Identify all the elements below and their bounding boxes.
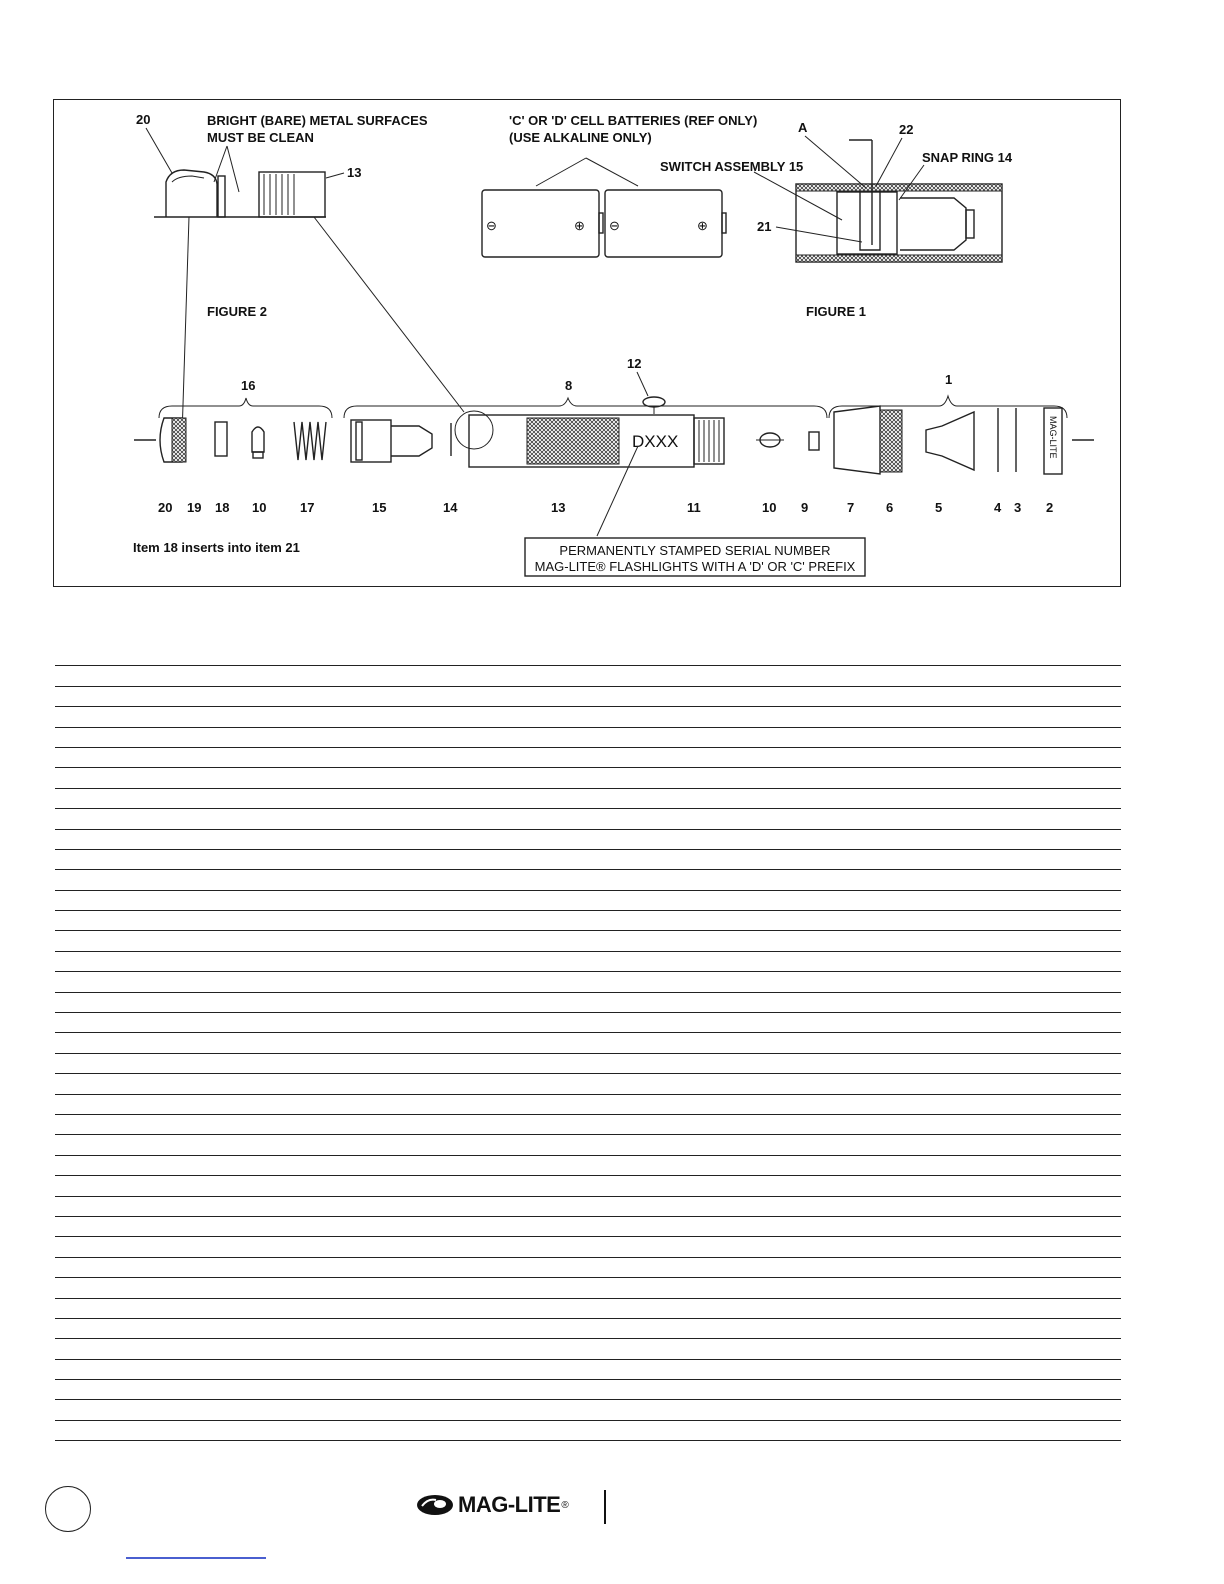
ruled-line [55, 1197, 1121, 1217]
ruled-line [55, 1135, 1121, 1155]
ruled-line [55, 809, 1121, 829]
ruled-line [55, 952, 1121, 972]
insert-note: Item 18 inserts into item 21 [133, 540, 300, 555]
batteries-label-line1: 'C' OR 'D' CELL BATTERIES (REF ONLY) [509, 113, 758, 128]
ruled-line [55, 1339, 1121, 1359]
registered-mark: ® [561, 1499, 569, 1511]
bright-metal-label-line2: MUST BE CLEAN [207, 130, 314, 145]
callout-group-16: 16 [241, 378, 256, 393]
ruled-line [55, 1054, 1121, 1074]
exploded-parts-diagram [54, 100, 1122, 588]
ruled-line [55, 768, 1121, 788]
footer-divider [604, 1490, 606, 1524]
ruled-line [55, 972, 1121, 992]
notes-ruled-lines [55, 646, 1121, 1441]
callout-group-8: 8 [565, 378, 573, 393]
ruled-line [55, 666, 1121, 686]
ruled-line [55, 931, 1121, 951]
figure-2-caption: FIGURE 2 [207, 304, 267, 319]
bright-metal-label-line1: BRIGHT (BARE) METAL SURFACES [207, 113, 428, 128]
ruled-line [55, 1237, 1121, 1257]
point-a-label: A [798, 120, 808, 135]
lens-brand-text: MAG-LITE [1048, 416, 1058, 459]
ruled-line [55, 1421, 1121, 1441]
item-number: 9 [801, 500, 809, 515]
battery2-plus-icon: ⊕ [697, 218, 708, 233]
ruled-line [55, 1074, 1121, 1094]
item-number: 5 [935, 500, 943, 515]
figure-1-caption: FIGURE 1 [806, 304, 866, 319]
item-number: 7 [847, 500, 855, 515]
item-number: 4 [994, 500, 1002, 515]
figure-1-detail [660, 120, 1013, 319]
snap-ring-label: SNAP RING 14 [922, 150, 1013, 165]
callout-12: 12 [627, 356, 642, 371]
ruled-line [55, 1013, 1121, 1033]
ruled-line [55, 1319, 1121, 1339]
ruled-line [55, 1258, 1121, 1278]
ruled-line [55, 891, 1121, 911]
item-number: 10 [762, 500, 777, 515]
page-number-circle [45, 1486, 91, 1532]
ruled-line [55, 1176, 1121, 1196]
ruled-line [55, 1095, 1121, 1115]
ruled-line [55, 646, 1121, 666]
item-number: 11 [687, 500, 701, 515]
callout-group-1: 1 [945, 372, 953, 387]
item-number: 20 [158, 500, 173, 515]
item-number: 2 [1046, 500, 1054, 515]
ruled-line [55, 789, 1121, 809]
item-number: 19 [187, 500, 202, 515]
ruled-line [55, 1115, 1121, 1135]
serial-note-line1: PERMANENTLY STAMPED SERIAL NUMBER [559, 543, 831, 558]
callout-20-top: 20 [136, 112, 151, 127]
item-number: 18 [215, 500, 230, 515]
item-number: 13 [551, 500, 566, 515]
ruled-line [55, 1156, 1121, 1176]
battery1-plus-icon: ⊕ [574, 218, 585, 233]
ruled-line [55, 1278, 1121, 1298]
ruled-line [55, 1380, 1121, 1400]
item-number: 15 [372, 500, 387, 515]
exploded-parts-row [160, 356, 1062, 474]
ruled-line [55, 911, 1121, 931]
item-number: 17 [300, 500, 315, 515]
item-numbers [158, 500, 1053, 515]
maglite-emblem-icon [416, 1494, 454, 1516]
serial-stamp-text: DXXX [632, 432, 679, 451]
batteries-illustration [482, 113, 757, 257]
ruled-line [55, 728, 1121, 748]
callout-13-top: 13 [347, 165, 362, 180]
figure-2-detail [136, 112, 428, 319]
battery1-minus-icon: ⊖ [486, 218, 497, 233]
ruled-line [55, 687, 1121, 707]
ruled-line [55, 830, 1121, 850]
ruled-line [55, 1217, 1121, 1237]
ruled-line [55, 748, 1121, 768]
callout-22: 22 [899, 122, 914, 137]
ruled-line [55, 850, 1121, 870]
ruled-line [55, 993, 1121, 1013]
footer-link-underline [126, 1557, 266, 1559]
brand-wordmark: MAG-LITE [458, 1492, 561, 1517]
item-number: 3 [1014, 500, 1022, 515]
callout-21: 21 [757, 219, 772, 234]
ruled-line [55, 1299, 1121, 1319]
ruled-line [55, 707, 1121, 727]
item-number: 6 [886, 500, 894, 515]
item-number: 10 [252, 500, 267, 515]
ruled-line [55, 870, 1121, 890]
item-number: 14 [443, 500, 458, 515]
parts-diagram-frame [53, 99, 1121, 587]
switch-assembly-label: SWITCH ASSEMBLY 15 [660, 159, 804, 174]
maglite-logo [416, 1487, 569, 1523]
batteries-label-line2: (USE ALKALINE ONLY) [509, 130, 652, 145]
ruled-line [55, 1360, 1121, 1380]
serial-note-line2: MAG-LITE® FLASHLIGHTS WITH A 'D' OR 'C' PREFIX [534, 559, 856, 574]
ruled-line [55, 1400, 1121, 1420]
ruled-line [55, 1033, 1121, 1053]
group-brackets [159, 372, 1067, 418]
battery2-minus-icon: ⊖ [609, 218, 620, 233]
